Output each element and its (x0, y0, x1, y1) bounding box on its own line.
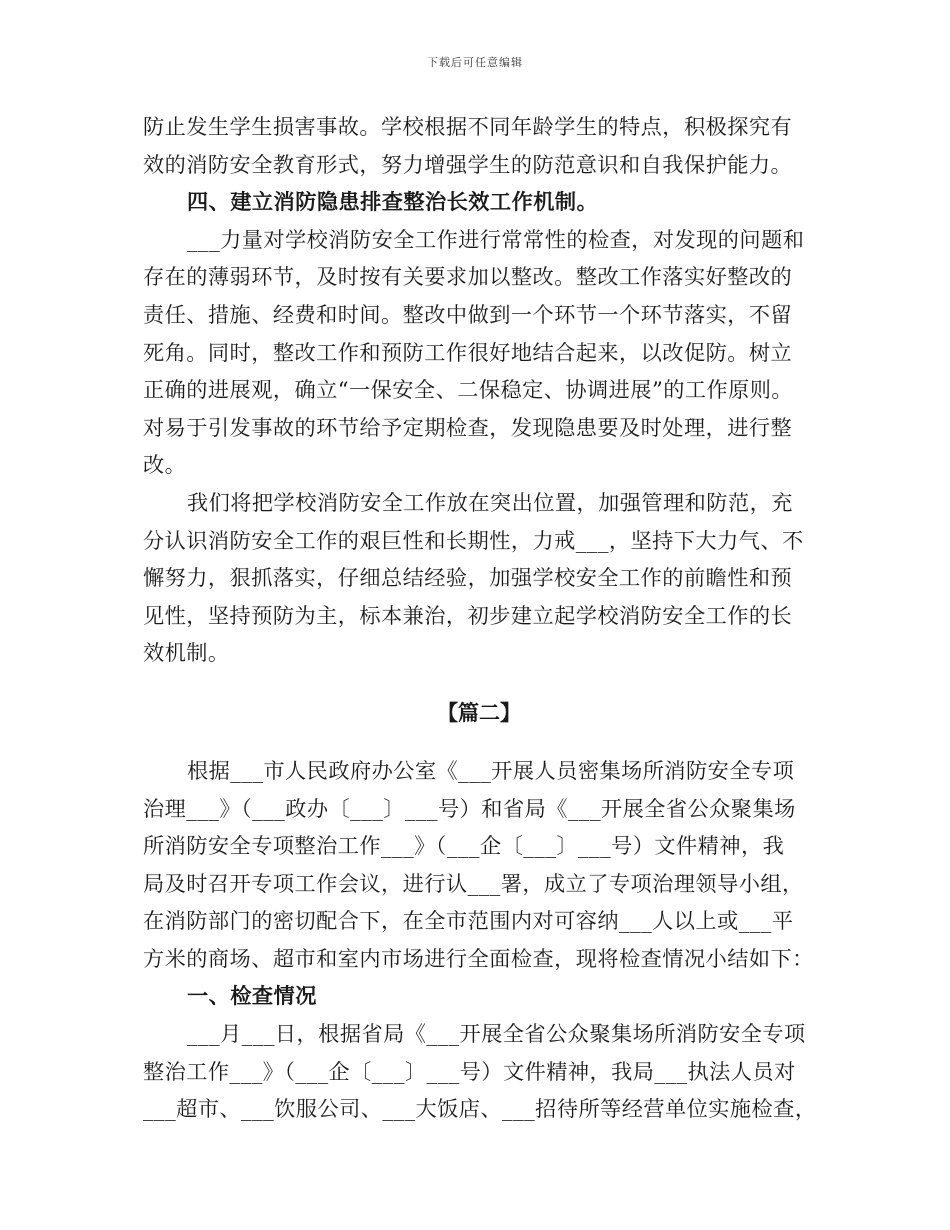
text-line: 责任、措施、经费和时间。整改中做到一个环节一个环节落实，不留 (143, 301, 793, 327)
text-line: 我们将把学校消防安全工作放在突出位置，加强管理和防范，充 (187, 489, 793, 515)
text-line: ___力量对学校消防安全工作进行常常性的检查，对发现的问题和 (187, 226, 805, 252)
text-line: 在消防部门的密切配合下，在全市范围内对可容纳___人以上或___平 (143, 908, 794, 934)
text-line: 所消防安全专项整治工作___》（___企〔___〕___号）文件精神，我 (143, 833, 785, 859)
text-line: 见性，坚持预防为主，标本兼治，初步建立起学校消防安全工作的长 (143, 602, 793, 628)
section-title: 【篇二】 (437, 700, 521, 725)
text-line: ___超市、___饮服公司、___大饭店、___招待所等经营单位实施检查， (143, 1096, 817, 1122)
text-line: 效的消防安全教育形式，努力增强学生的防范意识和自我保护能力。 (143, 151, 793, 177)
section-heading-4: 四、建立消防隐患排查整治长效工作机制。 (187, 189, 599, 215)
text-line: 分认识消防安全工作的艰巨性和长期性，力戒___，坚持下大力气、不 (143, 527, 804, 553)
paragraph-conclusion (143, 484, 815, 672)
text-line: 对易于引发事故的环节给予定期检查，发现隐患要及时处理，进行整 (143, 414, 793, 440)
paragraph-continuation (143, 108, 815, 183)
paragraph-inspection-mechanism (143, 221, 815, 484)
document-body (143, 108, 815, 1128)
text-line: 存在的薄弱环节，及时按有关要求加以整改。整改工作落实好整改的 (143, 264, 793, 290)
text-line: 死角。同时，整改工作和预防工作很好地结合起来，以改促防。树立 (143, 339, 793, 365)
text-line: 效机制。 (143, 640, 230, 666)
text-line: 方米的商场、超市和室内市场进行全面检查，现将检查情况小结如下： (143, 945, 814, 971)
text-line: 正确的进展观，确立“一保安全、二保稳定、协调进展”的工作原则。 (143, 377, 794, 403)
text-line: 根据___市人民政府办公室《___开展人员密集场所消防安全专项 (187, 757, 795, 783)
text-line: 懈努力，狠抓落实，仔细总结经验，加强学校安全工作的前瞻性和预 (143, 565, 793, 591)
paragraph-inspection-details (143, 1015, 815, 1128)
text-line: 局及时召开专项工作会议，进行认___署，成立了专项治理领导小组， (143, 870, 804, 896)
paragraph-background (143, 752, 815, 978)
text-line: 治理___》（___政办〔___〕___号）和省局《___开展全省公众聚集场 (143, 795, 796, 821)
section-heading-1: 一、检查情况 (187, 983, 317, 1009)
text-line: 防止发生学生损害事故。学校根据不同年龄学生的特点，积极探究有 (143, 114, 793, 139)
text-line: 改。 (143, 452, 187, 478)
page-header-note: 下载后可任意编辑 (427, 56, 523, 69)
text-line: 整治工作___》（___企〔___〕___号）文件精神，我局___执法人员对 (143, 1058, 796, 1084)
text-line: ___月___日，根据省局《___开展全省公众聚集场所消防安全专项 (187, 1021, 806, 1047)
